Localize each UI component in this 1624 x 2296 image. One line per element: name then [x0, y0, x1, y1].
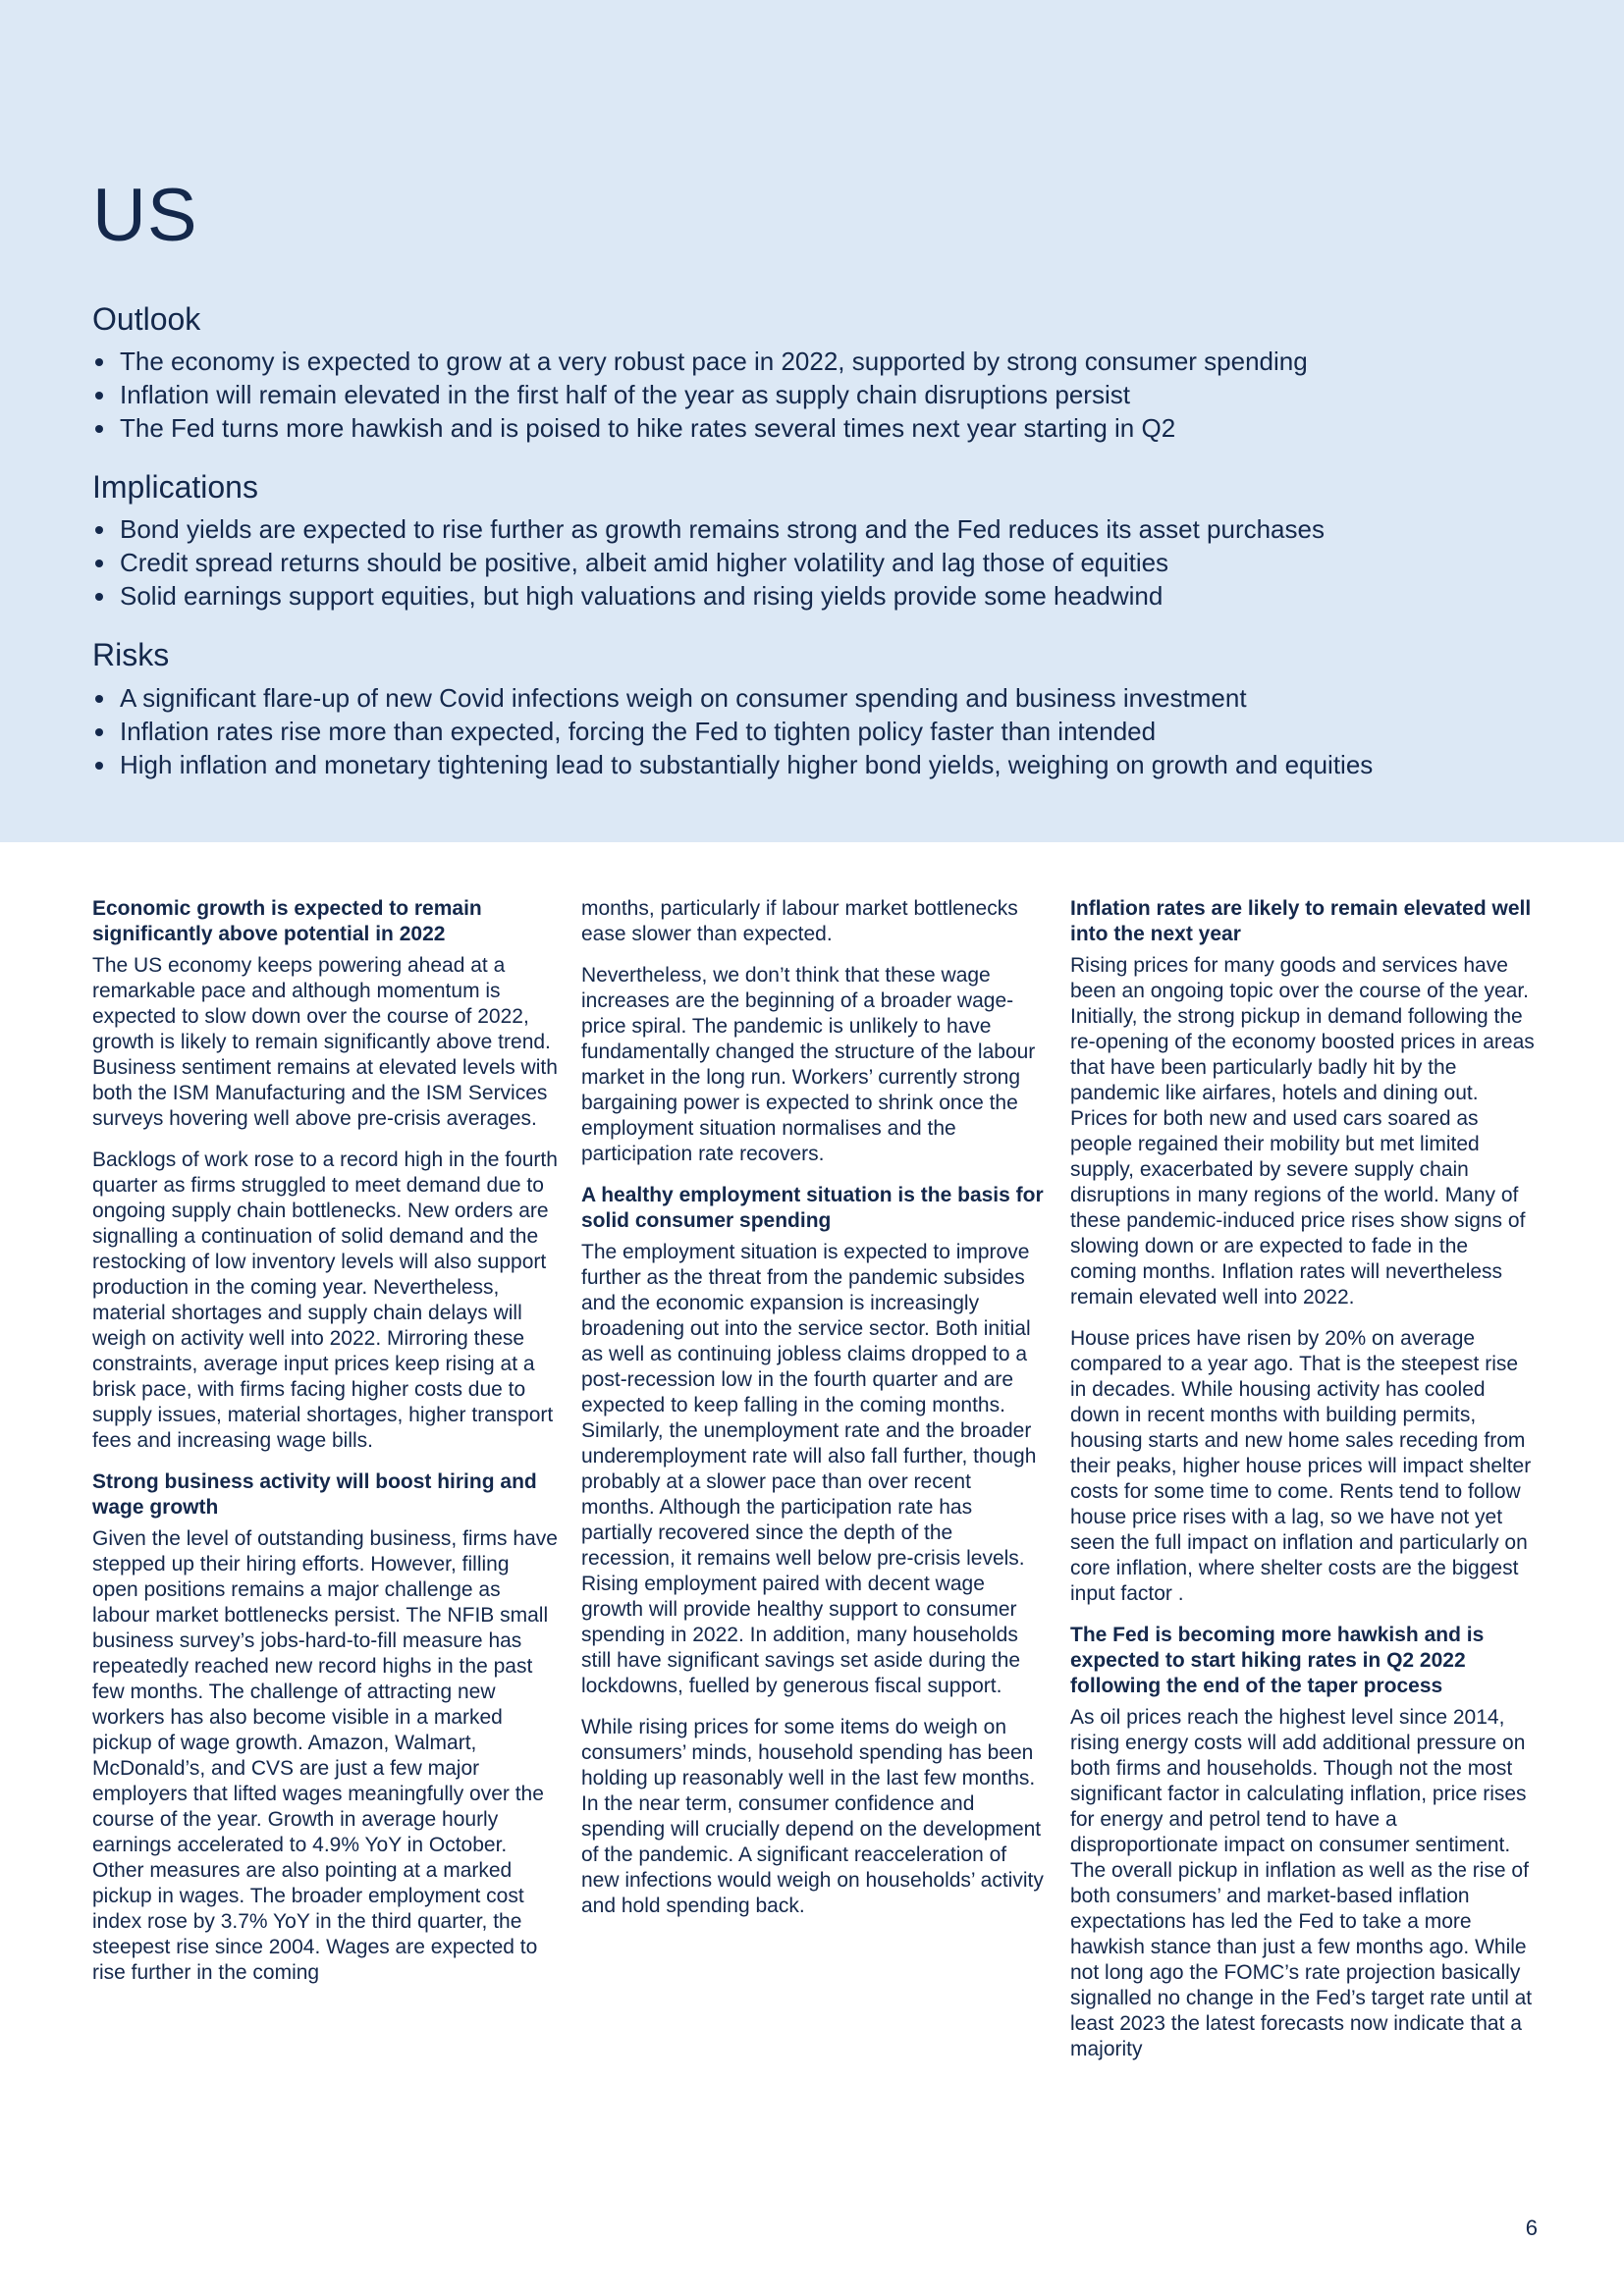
section-heading: Inflation rates are likely to remain elevated well into the next year [1070, 897, 1532, 945]
section-heading: Economic growth is expected to remain significantly above potential in 2022 [92, 897, 482, 945]
page-title: US [92, 174, 198, 257]
paragraph: House prices have risen by 20% on average compared to a year ago. That is the steepest rise in decades. While housing activity has cooled down in recent months with building permits, housing starts and new home sales receding from their peaks, higher house prices will impact shelter costs for some time to come. Rents tend to follow house price rises with a lag, so we have not yet seen the full impact on inflation and particularly on core inflation, where shelter costs are the biggest input factor . [1070, 1327, 1532, 1605]
risks-heading: Risks [92, 637, 170, 672]
implications-list [92, 512, 1565, 613]
section-heading: The Fed is becoming more hawkish and is expected to start hiking rates in Q2 2022 following the end of the taper process [1070, 1624, 1485, 1697]
paragraph: months, particularly if labour market bottlenecks ease slower than expected. [581, 897, 1018, 945]
paragraph: The US economy keeps powering ahead at a remarkable pace and although momentum is expected to slow down over the course of 2022, growth is likely to remain significantly above trend. Business sentiment remains at elevated levels with both the ISM Manufacturing and the ISM Services surveys hovering well above pre-crisis averages. [92, 954, 558, 1130]
paragraph: Given the level of outstanding business, firms have stepped up their hiring efforts. However, filling open positions remains a major challenge as labour market bottlenecks persist. The NFIB small business survey’s jobs-hard-to-fill measure has repeatedly reached new record highs in the past few months. The challenge of attracting new workers has also become visible in a marked pickup of wage growth. Amazon, Walmart, McDonald’s, and CVS are just a few major employers that lifted wages meaningfully over the course of the year. Growth in average hourly earnings accelerated to 4.9% YoY in October. Other measures are also pointing at a marked pickup in wages. The broader employment cost index rose by 3.7% YoY in the third quarter, the steepest rise since 2004. Wages are expected to rise further in the coming [92, 1527, 558, 1984]
implications-item: Credit spread returns should be positive, albeit amid higher volatility and lag those of equities [92, 546, 1565, 579]
implications-heading: Implications [92, 469, 258, 505]
page-number: 6 [1525, 2216, 1538, 2240]
paragraph: While rising prices for some items do weigh on consumers’ minds, household spending has been holding up reasonably well in the last few months. In the near term, consumer confidence and spending will crucially depend on the development of the pandemic. A significant reacceleration of new infections would weigh on households’ activity and hold spending back. [581, 1716, 1044, 1917]
paragraph: Rising prices for many goods and services have been an ongoing topic over the course of the year. Initially, the strong pickup in demand following the re-opening of the economy boosted prices in areas that have been particularly badly hit by the pandemic like airfares, hotels and dining out. Prices for both new and used cars soared as people regained their mobility but met limited supply, exacerbated by severe supply chain disruptions in many regions of the world. Many of these pandemic-induced price rises show signs of slowing down or are expected to fade in the coming months. Inflation rates will nevertheless remain elevated well into 2022. [1070, 954, 1535, 1308]
body-column-3 [1070, 896, 1537, 2078]
body-column-1 [92, 896, 559, 2002]
paragraph: The employment situation is expected to improve further as the threat from the pandemic subsides and the economic expansion is increasingly broadening out into the service sector. Both initial as well as continuing jobless claims dropped to a post-recession low in the fourth quarter and are expected to keep falling in the coming months. Similarly, the unemployment rate and the broader underemployment rate will also fall further, though probably at a slower pace than over recent months. Although the participation rate has partially recovered since the depth of the recession, it remains well below pre-crisis levels. Rising employment paired with decent wage growth will provide healthy support to consumer spending in 2022. In addition, many households still have significant savings set aside during the lockdowns, fuelled by generous fiscal support. [581, 1241, 1037, 1697]
paragraph: Nevertheless, we don’t think that these wage increases are the beginning of a broader wage-price spiral. The pandemic is unlikely to have fundamentally changed the structure of the labour market in the long run. Workers’ currently strong bargaining power is expected to shrink once the employment situation normalises and the participation rate recovers. [581, 964, 1036, 1165]
outlook-item: The Fed turns more hawkish and is poised to hike rates several times next year starting in Q2 [92, 411, 1565, 445]
summary-banner [0, 0, 1624, 842]
section-heading: Strong business activity will boost hiring and wage growth [92, 1470, 537, 1519]
risks-list [92, 681, 1565, 781]
paragraph: As oil prices reach the highest level since 2014, rising energy costs will add additional pressure on both firms and households. Though not the most significant factor in calculating inflation, price rises for energy and petrol tend to have a disproportionate impact on consumer sentiment. The overall pickup in inflation as well as the rise of both consumers’ and market-based inflation expectations has led the Fed to take a more hawkish stance than just a few months ago. While not long ago the FOMC’s rate projection basically signalled no change in the Fed’s target rate until at least 2023 the latest forecasts now indicate that a majority [1070, 1706, 1533, 2060]
risks-item: Inflation rates rise more than expected, forcing the Fed to tighten policy faster than intended [92, 715, 1565, 748]
outlook-list [92, 345, 1565, 445]
implications-item: Bond yields are expected to rise further as growth remains strong and the Fed reduces its asset purchases [92, 512, 1565, 546]
risks-item: High inflation and monetary tightening lead to substantially higher bond yields, weighing on growth and equities [92, 748, 1565, 781]
outlook-heading: Outlook [92, 301, 201, 337]
body-column-2 [581, 896, 1048, 1935]
section-heading: A healthy employment situation is the basis for solid consumer spending [581, 1184, 1044, 1232]
outlook-item: Inflation will remain elevated in the first half of the year as supply chain disruptions persist [92, 378, 1565, 411]
risks-item: A significant flare-up of new Covid infections weigh on consumer spending and business investment [92, 681, 1565, 715]
paragraph: Backlogs of work rose to a record high in the fourth quarter as firms struggled to meet demand due to ongoing supply chain bottlenecks. New orders are signalling a continuation of solid demand and the restocking of low inventory levels will also support production in the coming year. Nevertheless, material shortages and supply chain delays will weigh on activity well into 2022. Mirroring these constraints, average input prices keep rising at a brisk pace, with firms facing higher costs due to supply issues, material shortages, higher transport fees and increasing wage bills. [92, 1148, 558, 1452]
outlook-item: The economy is expected to grow at a very robust pace in 2022, supported by strong consumer spending [92, 345, 1565, 378]
implications-item: Solid earnings support equities, but high valuations and rising yields provide some headwind [92, 579, 1565, 613]
